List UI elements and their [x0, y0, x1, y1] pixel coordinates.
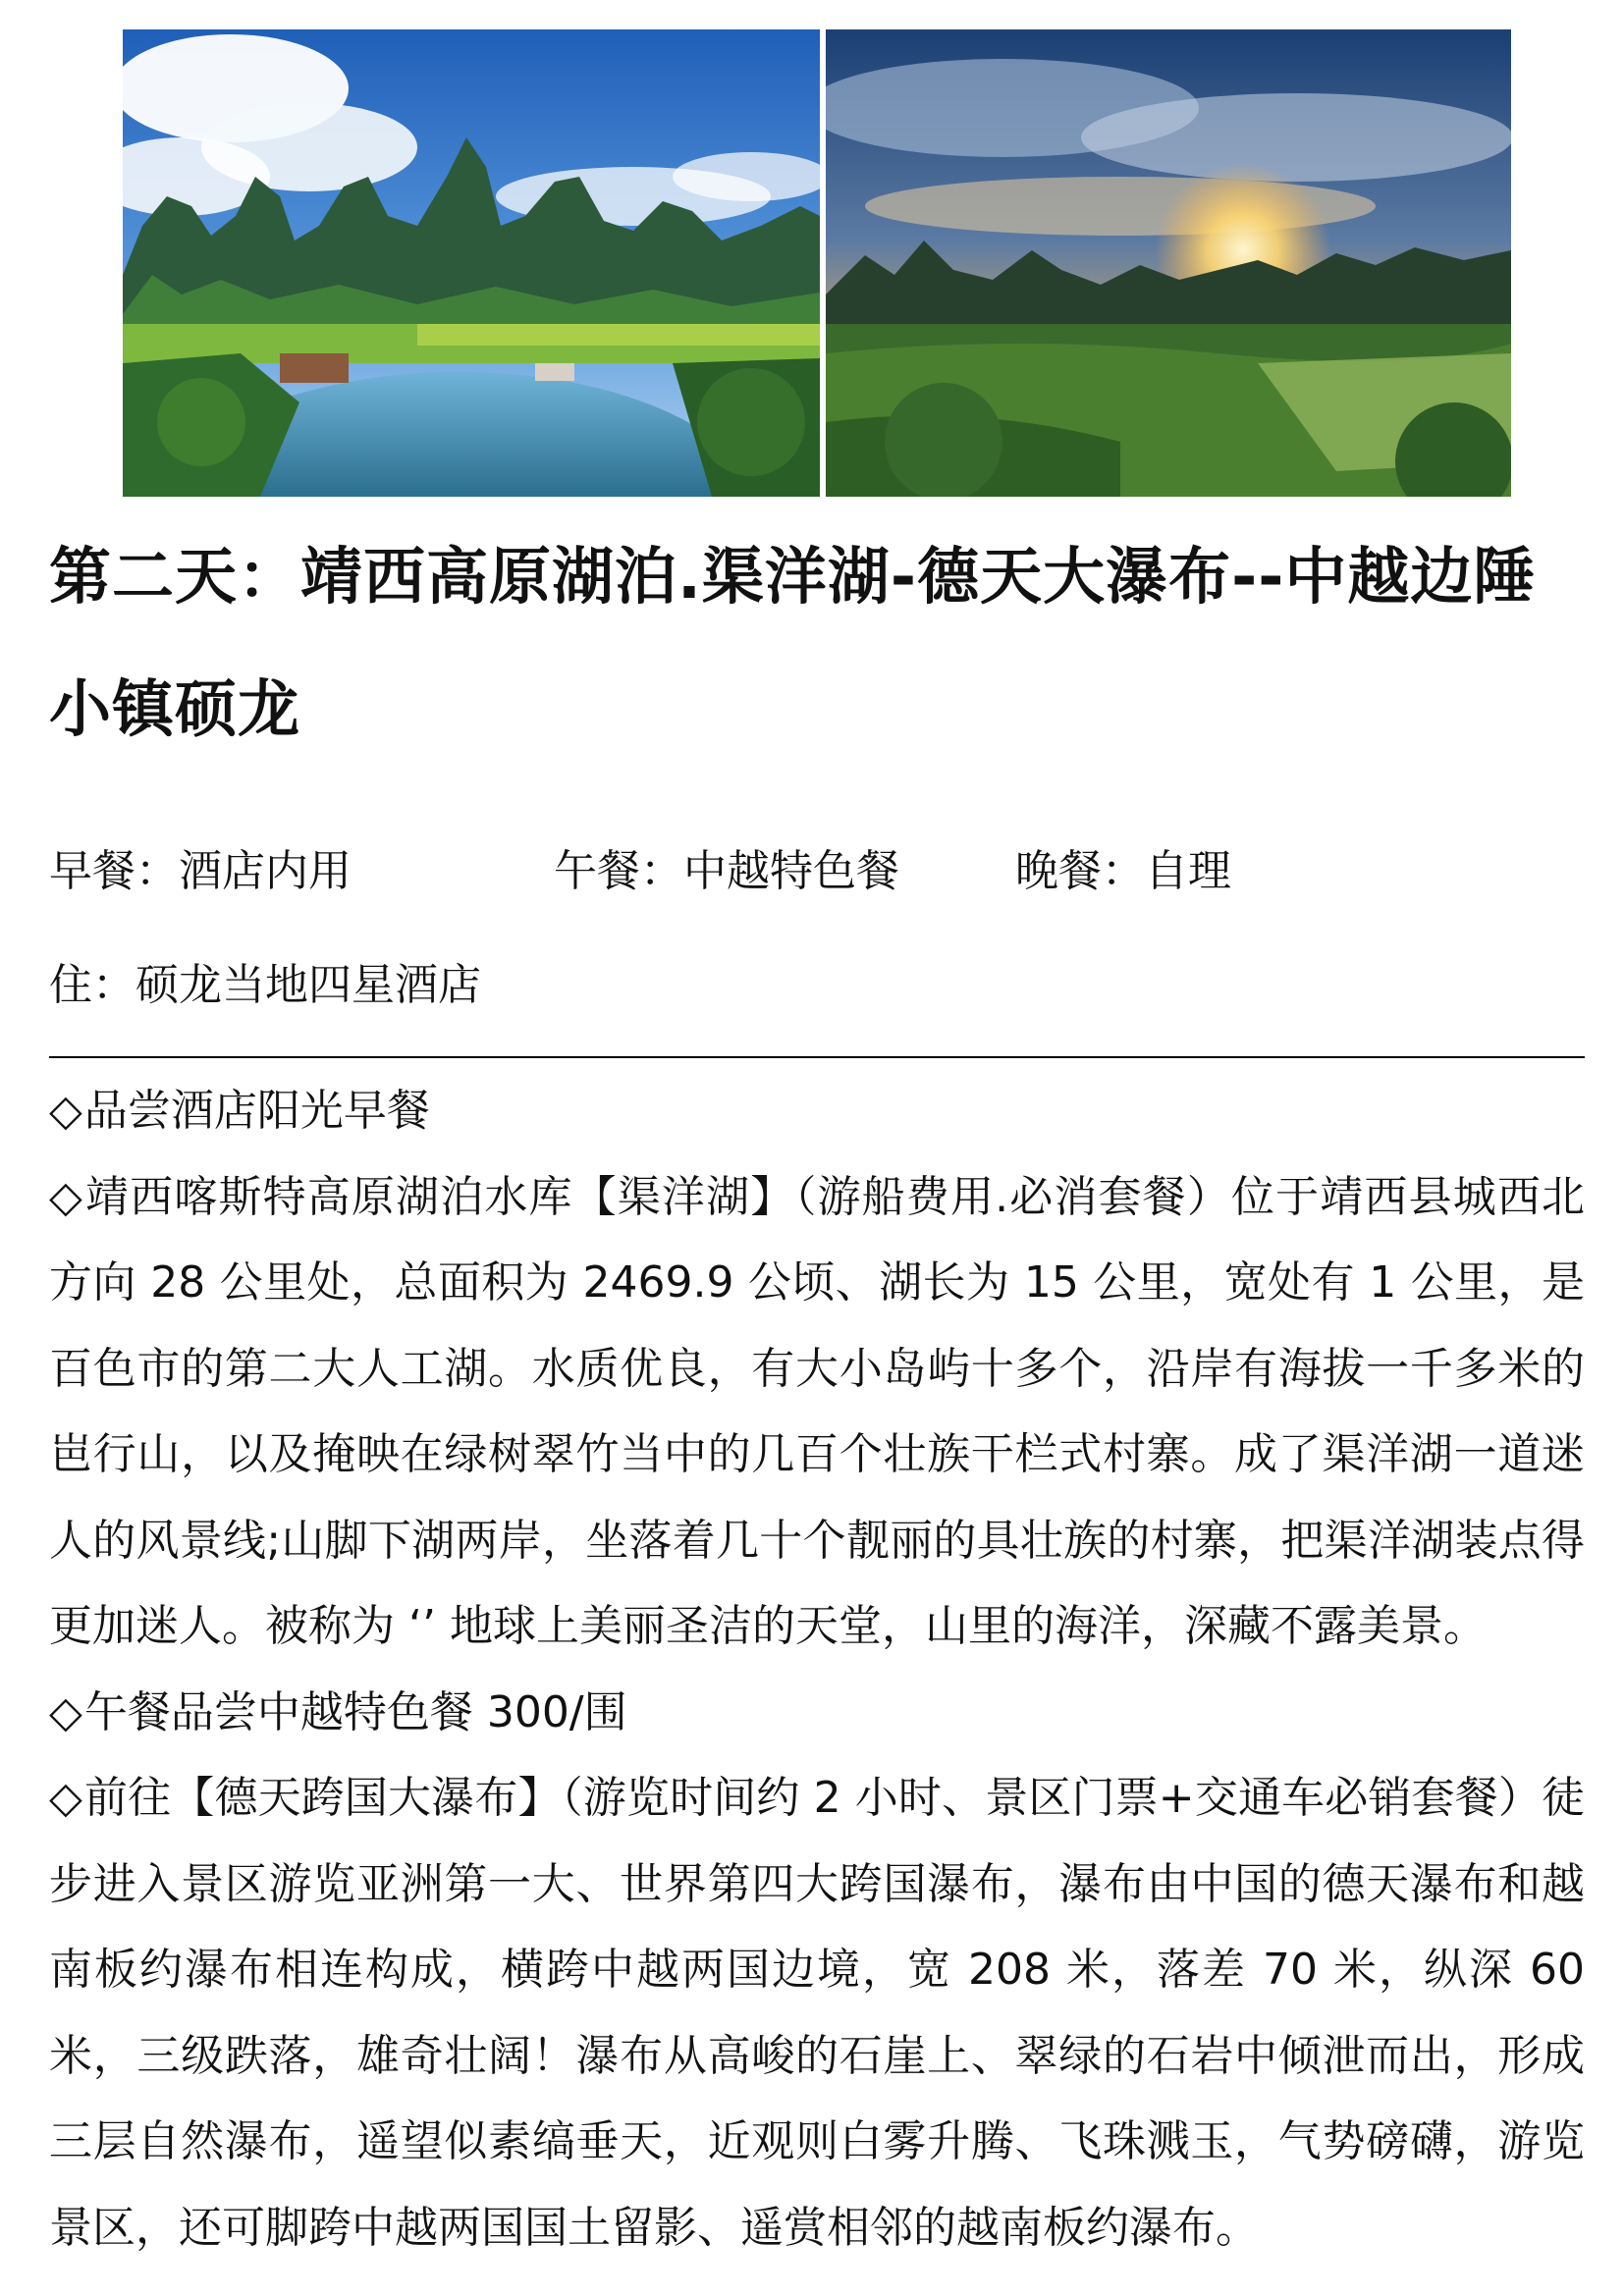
breakfast-info: 早餐：酒店内用 — [49, 846, 352, 896]
divider — [49, 1056, 1585, 1058]
diamond-bullet-icon: ◇ — [49, 1171, 83, 1222]
list-item: ◇靖西喀斯特高原湖泊水库【渠洋湖】（游船费用.必消套餐）位于靖西县城西北方向 28 公里处，总面积为 2469.9 公顷、湖长为 15 公里，宽处有 1 公里，是百色市的第二大人工湖。水质优良，有大小岛屿十多个，沿岸有海拔一千多米的岜行山，以及掩映在绿树翠竹当中的几百个壮族干栏式村寨。成了渠洋湖一道迷人的风景线;山脚下湖两岸，坐落着几十个靓丽的具壮族的村寨，把渠洋湖装点得更加迷人。被称为 ‘’ 地球上美丽圣洁的天堂，山里的海洋，深藏不露美景。 — [49, 1171, 1586, 1651]
list-item: ◇品尝酒店阳光早餐 — [49, 1086, 430, 1136]
page-title: 第二天：靖西高原湖泊.渠洋湖-德天大瀑布--中越边陲小镇硕龙 — [49, 541, 1537, 745]
lunch-info: 午餐：中越特色餐 — [554, 846, 899, 896]
photo-strip — [123, 29, 1511, 497]
accommodation-info: 住：硕龙当地四星酒店 — [49, 960, 481, 1010]
diamond-bullet-icon: ◇ — [49, 1086, 82, 1136]
list-item: ◇午餐品尝中越特色餐 300/围 — [49, 1686, 627, 1737]
diamond-bullet-icon: ◇ — [49, 1686, 82, 1737]
dinner-info: 晚餐：自理 — [1015, 846, 1231, 896]
karst-lake-photo — [123, 29, 820, 497]
diamond-bullet-icon: ◇ — [49, 1773, 82, 1823]
itinerary-body — [49, 1068, 1585, 2270]
karst-sunset-photo — [826, 29, 1511, 497]
list-item: ◇前往【德天跨国大瀑布】（游览时间约 2 小时、景区门票+交通车必销套餐）徒步进入景区游览亚洲第一大、世界第四大跨国瀑布，瀑布由中国的德天瀑布和越南板约瀑布相连构成，横跨中越两国边境，宽 208 米，落差 70 米，纵深 60 米，三级跌落，雄奇壮阔！瀑布从高峻的石崖上、翠绿的石岩中倾泄而出，形成三层自然瀑布，遥望似素缟垂天，近观则白雾升腾、飞珠溅玉，气势磅礴，游览景区，还可脚跨中越两国国土留影、遥赏相邻的越南板约瀑布。 — [49, 1773, 1585, 2253]
